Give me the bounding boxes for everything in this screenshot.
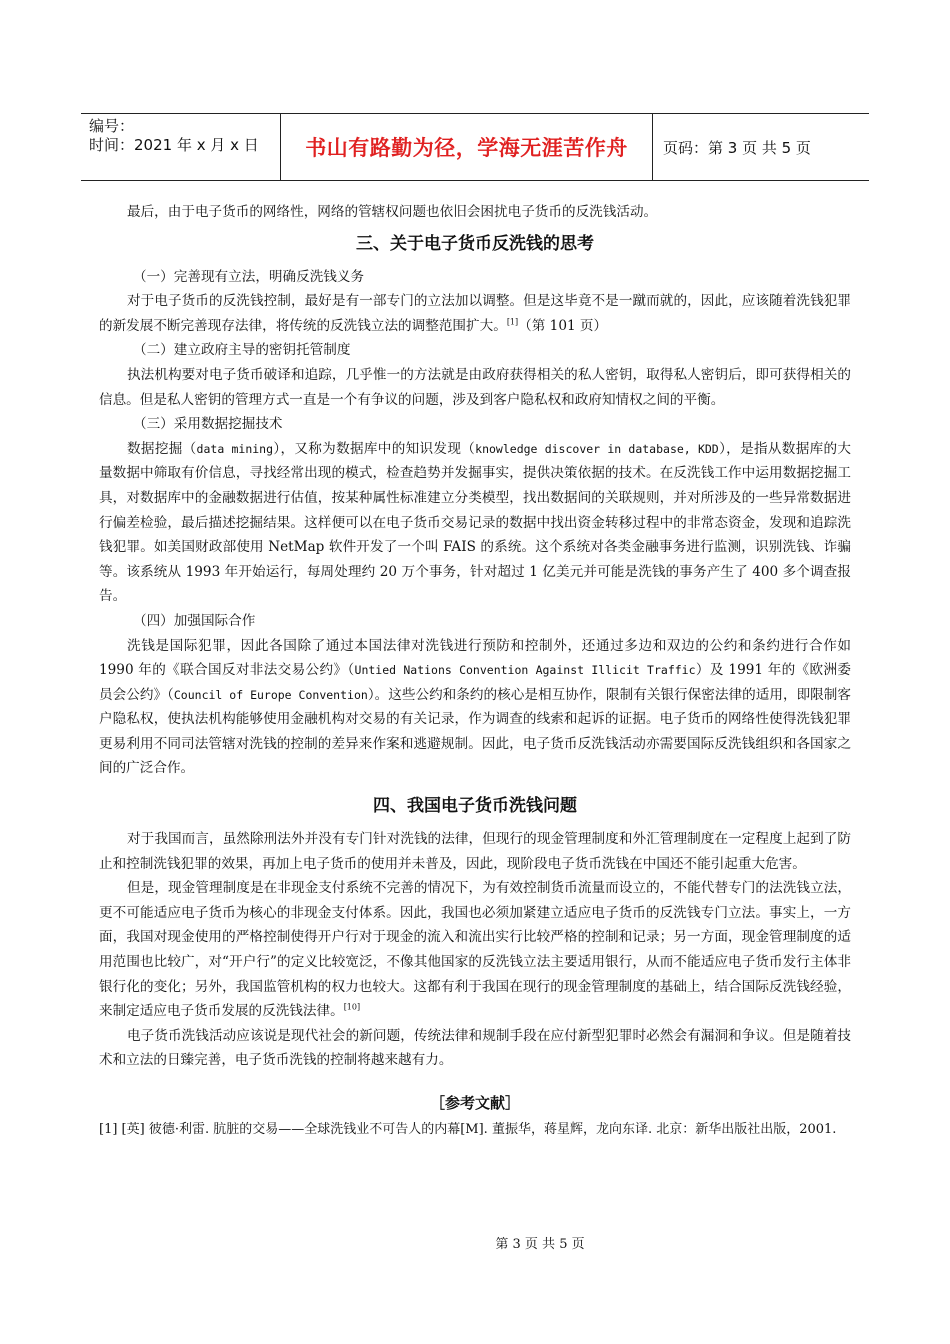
paragraph: 对于我国而言，虽然除刑法外并没有专门针对洗钱的法律，但现行的现金管理制度和外汇管理制度在一定程度上起到了防止和控制洗钱犯罪的效果，再加上电子货币的使用并未普及，因此，现阶段电子货币洗钱在中国还不能引起重大危害。 bbox=[99, 831, 851, 872]
citation: [10] bbox=[343, 1002, 361, 1012]
paragraph-text: 洗钱是国际犯罪，因此各国除了通过本国法律对洗钱进行预防和控制外，还通过多边和双边的公约和条约进行合作如 1990 年的《联合国反对非法交易公约》（ bbox=[99, 637, 851, 679]
time-label: 时间：2021 年 x 月 x 日 bbox=[89, 136, 259, 154]
paragraph: 电子货币洗钱活动应该说是现代社会的新问题，传统法律和规制手段在应付新型犯罪时必然会有漏洞和争议。但是随着技术和立法的日臻完善，电子货币洗钱的控制将越来越有力。 bbox=[99, 1027, 851, 1069]
paragraph-text: 数据挖掘（ bbox=[127, 440, 197, 457]
english-term: data mining bbox=[196, 441, 274, 456]
paragraph-text: ），是指从数据库的大量数据中筛取有价信息，寻找经常出现的模式，检查趋势并发掘事实，提供决策依据的技术。在反洗钱工作中运用数据挖掘工具，对数据库中的金融数据进行估值，按某种属性标准建立分类模型，找出数据间的关联规则，并对所涉及的一些异常数据进行偏差检验，最后描述挖掘结果。这样便可以在电子货币交易记录的数据中找出资金转移过程中的非常态资金，发现和追踪洗钱犯罪。如美国财政部使用 NetMap 软件开发了一个叫 FAIS 的系统。这个系统对各类金融事务进行监测，识别洗钱、诈骗等。该系统从 1993 年开始运行，每周处理约 20 万个事务，针对超过 1 亿美元并可能是洗钱的事务产生了 400 多个调查报告。 bbox=[99, 440, 852, 605]
header-table bbox=[81, 113, 869, 181]
document-body bbox=[99, 200, 851, 1142]
motto: 书山有路勤为径，学海无涯苦作舟 bbox=[281, 114, 653, 180]
section-heading: 四、我国电子货币洗钱问题 bbox=[373, 796, 577, 817]
paragraph-text: ），又称为数据库中的知识发现（ bbox=[273, 440, 476, 457]
subsection-heading: （一）完善现有立法，明确反洗钱义务 bbox=[133, 268, 365, 285]
page-label: 页码：第 3 页 共 5 页 bbox=[663, 138, 811, 157]
english-term: Untied Nations Convention Against Illicit Traffic bbox=[354, 663, 696, 678]
english-term: knowledge discover in database, KDD bbox=[475, 441, 719, 456]
paragraph bbox=[99, 634, 851, 782]
paragraph-text: 但是，现金管理制度是在非现金支付系统不完善的情况下，为有效控制货币流量而设立的，不能代替专门的法洗钱立法，更不可能适应电子货币为核心的非现金支付体系。因此，我国也必须加紧建立适应电子货币的反洗钱专门立法。事实上，一方面，我国对现金使用的严格控制使得开户行对于现金的流入和流出实行比较严格的控制和记录；另一方面，现金管理制度的适用范围也比较广，对“开户行”的定义比较宽泛，不像其他国家的反洗钱立法主要适用银行，从而不能适应电子货币发行主体非银行化的变化；另外，我国监管机构的权力也较大。这都有利于我国在现行的现金管理制度的基础上，结合国际反洗钱经验，来制定适应电子货币发展的反洗钱法律。 bbox=[99, 880, 851, 1020]
subsection-heading: （三）采用数据挖掘技术 bbox=[133, 416, 283, 433]
page-footer: 第 3 页 共 5 页 bbox=[495, 1237, 585, 1252]
paragraph-text: ）。这些公约和条约的核心是相互协作，限制有关银行保密法律的适用，即限制客户隐私权，使执法机构能够使用金融机构对交易的有关记录，作为调查的线索和起诉的证据。电子货币的网络性使得洗钱犯罪更易利用不同司法管辖对洗钱的控制的差异来作案和逃避规制。因此，电子货币反洗钱活动亦需要国际反洗钱组织和各国家之间的广泛合作。 bbox=[99, 686, 851, 777]
paragraph bbox=[99, 876, 851, 1024]
section-heading: 三、关于电子货币反洗钱的思考 bbox=[356, 233, 594, 254]
header-meta bbox=[81, 114, 281, 180]
paragraph-text: ）及 1991 年的《欧洲委员会公约》（ bbox=[99, 662, 851, 703]
subsection-heading: （四）加强国际合作 bbox=[133, 612, 256, 629]
english-term: Council of Europe Convention bbox=[173, 687, 368, 702]
citation: [1] bbox=[506, 317, 519, 327]
subsection-heading: （二）建立政府主导的密钥托管制度 bbox=[133, 342, 351, 359]
paragraph bbox=[99, 289, 851, 338]
paragraph bbox=[99, 437, 851, 609]
page-note: （第 101 页） bbox=[518, 317, 608, 334]
paragraph: 最后，由于电子货币的网络性，网络的管辖权问题也依旧会困扰电子货币的反洗钱活动。 bbox=[127, 204, 658, 220]
paragraph: 执法机构要对电子货币破译和追踪，几乎惟一的方法就是由政府获得相关的私人密钥，取得私人密钥后，即可获得相关的信息。但是私人密钥的管理方式一直是一个有争议的问题，涉及到客户隐私权和政府知情权之间的平衡。 bbox=[99, 366, 851, 408]
references-title: ［参考文献］ bbox=[429, 1094, 520, 1112]
paragraph-text: 对于电子货币的反洗钱控制，最好是有一部专门的立法加以调整。但是这毕竟不是一蹴而就的，因此，应该随着洗钱犯罪的新发展不断完善现存法律，将传统的反洗钱立法的调整范围扩大。 bbox=[99, 293, 851, 334]
reference-item: [1] [英] 彼德·利雷. 肮脏的交易——全球洗钱业不可告人的内幕[M]. 董振华，蒋星辉，龙向东译. 北京：新华出版社出版，2001. bbox=[99, 1121, 837, 1137]
number-label: 编号： bbox=[89, 117, 135, 135]
